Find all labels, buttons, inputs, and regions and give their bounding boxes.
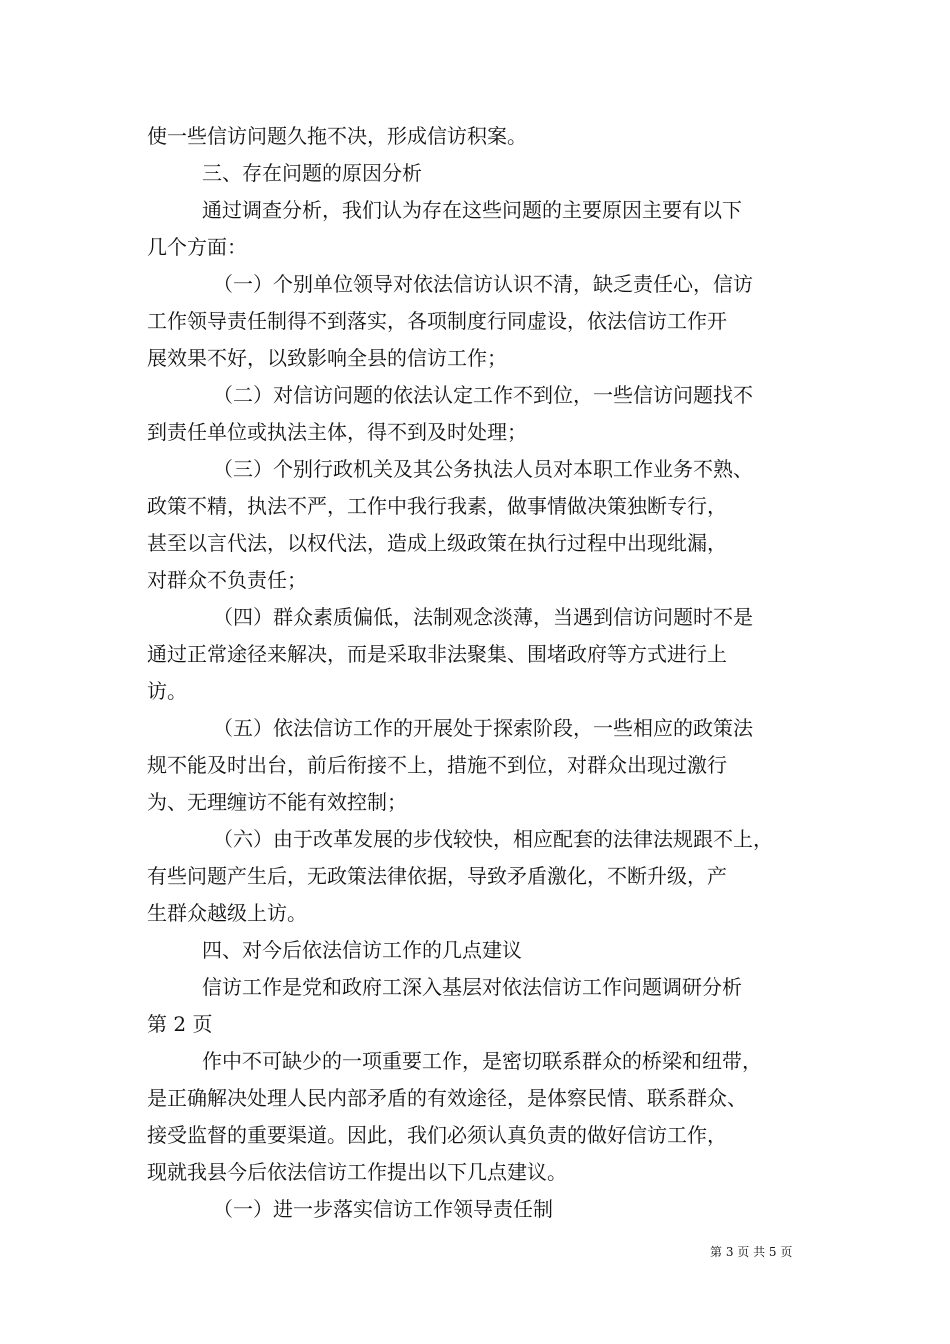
page-marker: 第 2 页 — [147, 1012, 213, 1036]
text-line: 使一些信访问题久拖不决，形成信访积案。 — [147, 124, 527, 148]
text-line: 信访工作是党和政府工深入基层对依法信访工作问题调研分析 — [202, 975, 742, 999]
text-line: 是正确解决处理人民内部矛盾的有效途径，是体察民情、联系群众、 — [147, 1086, 747, 1110]
text-line: 接受监督的重要渠道。因此，我们必须认真负责的做好信访工作， — [147, 1123, 727, 1147]
text-line: 通过正常途径来解决，而是采取非法聚集、围堵政府等方式进行上 — [147, 642, 727, 666]
text-line: 政策不精，执法不严，工作中我行我素，做事情做决策独断专行， — [147, 494, 727, 518]
document-body — [147, 118, 837, 1228]
text-line: 为、无理缠访不能有效控制； — [147, 790, 407, 814]
text-line: 几个方面： — [147, 235, 247, 259]
text-line: （五）依法信访工作的开展处于探索阶段，一些相应的政策法 — [213, 716, 753, 740]
text-line: 展效果不好，以致影响全县的信访工作； — [147, 346, 507, 370]
text-line: 甚至以言代法，以权代法，造成上级政策在执行过程中出现纰漏， — [147, 531, 727, 555]
text-line: 生群众越级上访。 — [147, 901, 307, 925]
text-line: 访。 — [147, 679, 187, 703]
section-heading: 四、对今后依法信访工作的几点建议 — [202, 938, 522, 962]
text-line: （一）进一步落实信访工作领导责任制 — [213, 1197, 553, 1221]
text-line: 有些问题产生后，无政策法律依据，导致矛盾激化，不断升级，产 — [147, 864, 727, 888]
text-line: （二）对信访问题的依法认定工作不到位，一些信访问题找不 — [213, 383, 753, 407]
text-line: （六）由于改革发展的步伐较快，相应配套的法律法规跟不上， — [213, 827, 773, 851]
text-line: 规不能及时出台，前后衔接不上，措施不到位，对群众出现过激行 — [147, 753, 727, 777]
text-line: 作中不可缺少的一项重要工作，是密切联系群众的桥梁和纽带， — [202, 1049, 762, 1073]
section-heading: 三、存在问题的原因分析 — [202, 161, 422, 185]
text-line: 到责任单位或执法主体，得不到及时处理； — [147, 420, 527, 444]
text-line: （四）群众素质偏低，法制观念淡薄，当遇到信访问题时不是 — [213, 605, 753, 629]
text-line: 对群众不负责任； — [147, 568, 307, 592]
text-line: 通过调查分析，我们认为存在这些问题的主要原因主要有以下 — [202, 198, 742, 222]
text-line: 现就我县今后依法信访工作提出以下几点建议。 — [147, 1160, 567, 1184]
text-line: （一）个别单位领导对依法信访认识不清，缺乏责任心，信访 — [213, 272, 753, 296]
text-line: 工作领导责任制得不到落实，各项制度行同虚设，依法信访工作开 — [147, 309, 727, 333]
text-line: （三）个别行政机关及其公务执法人员对本职工作业务不熟、 — [213, 457, 753, 481]
page-footer: 第 3 页 共 5 页 — [710, 1245, 793, 1259]
